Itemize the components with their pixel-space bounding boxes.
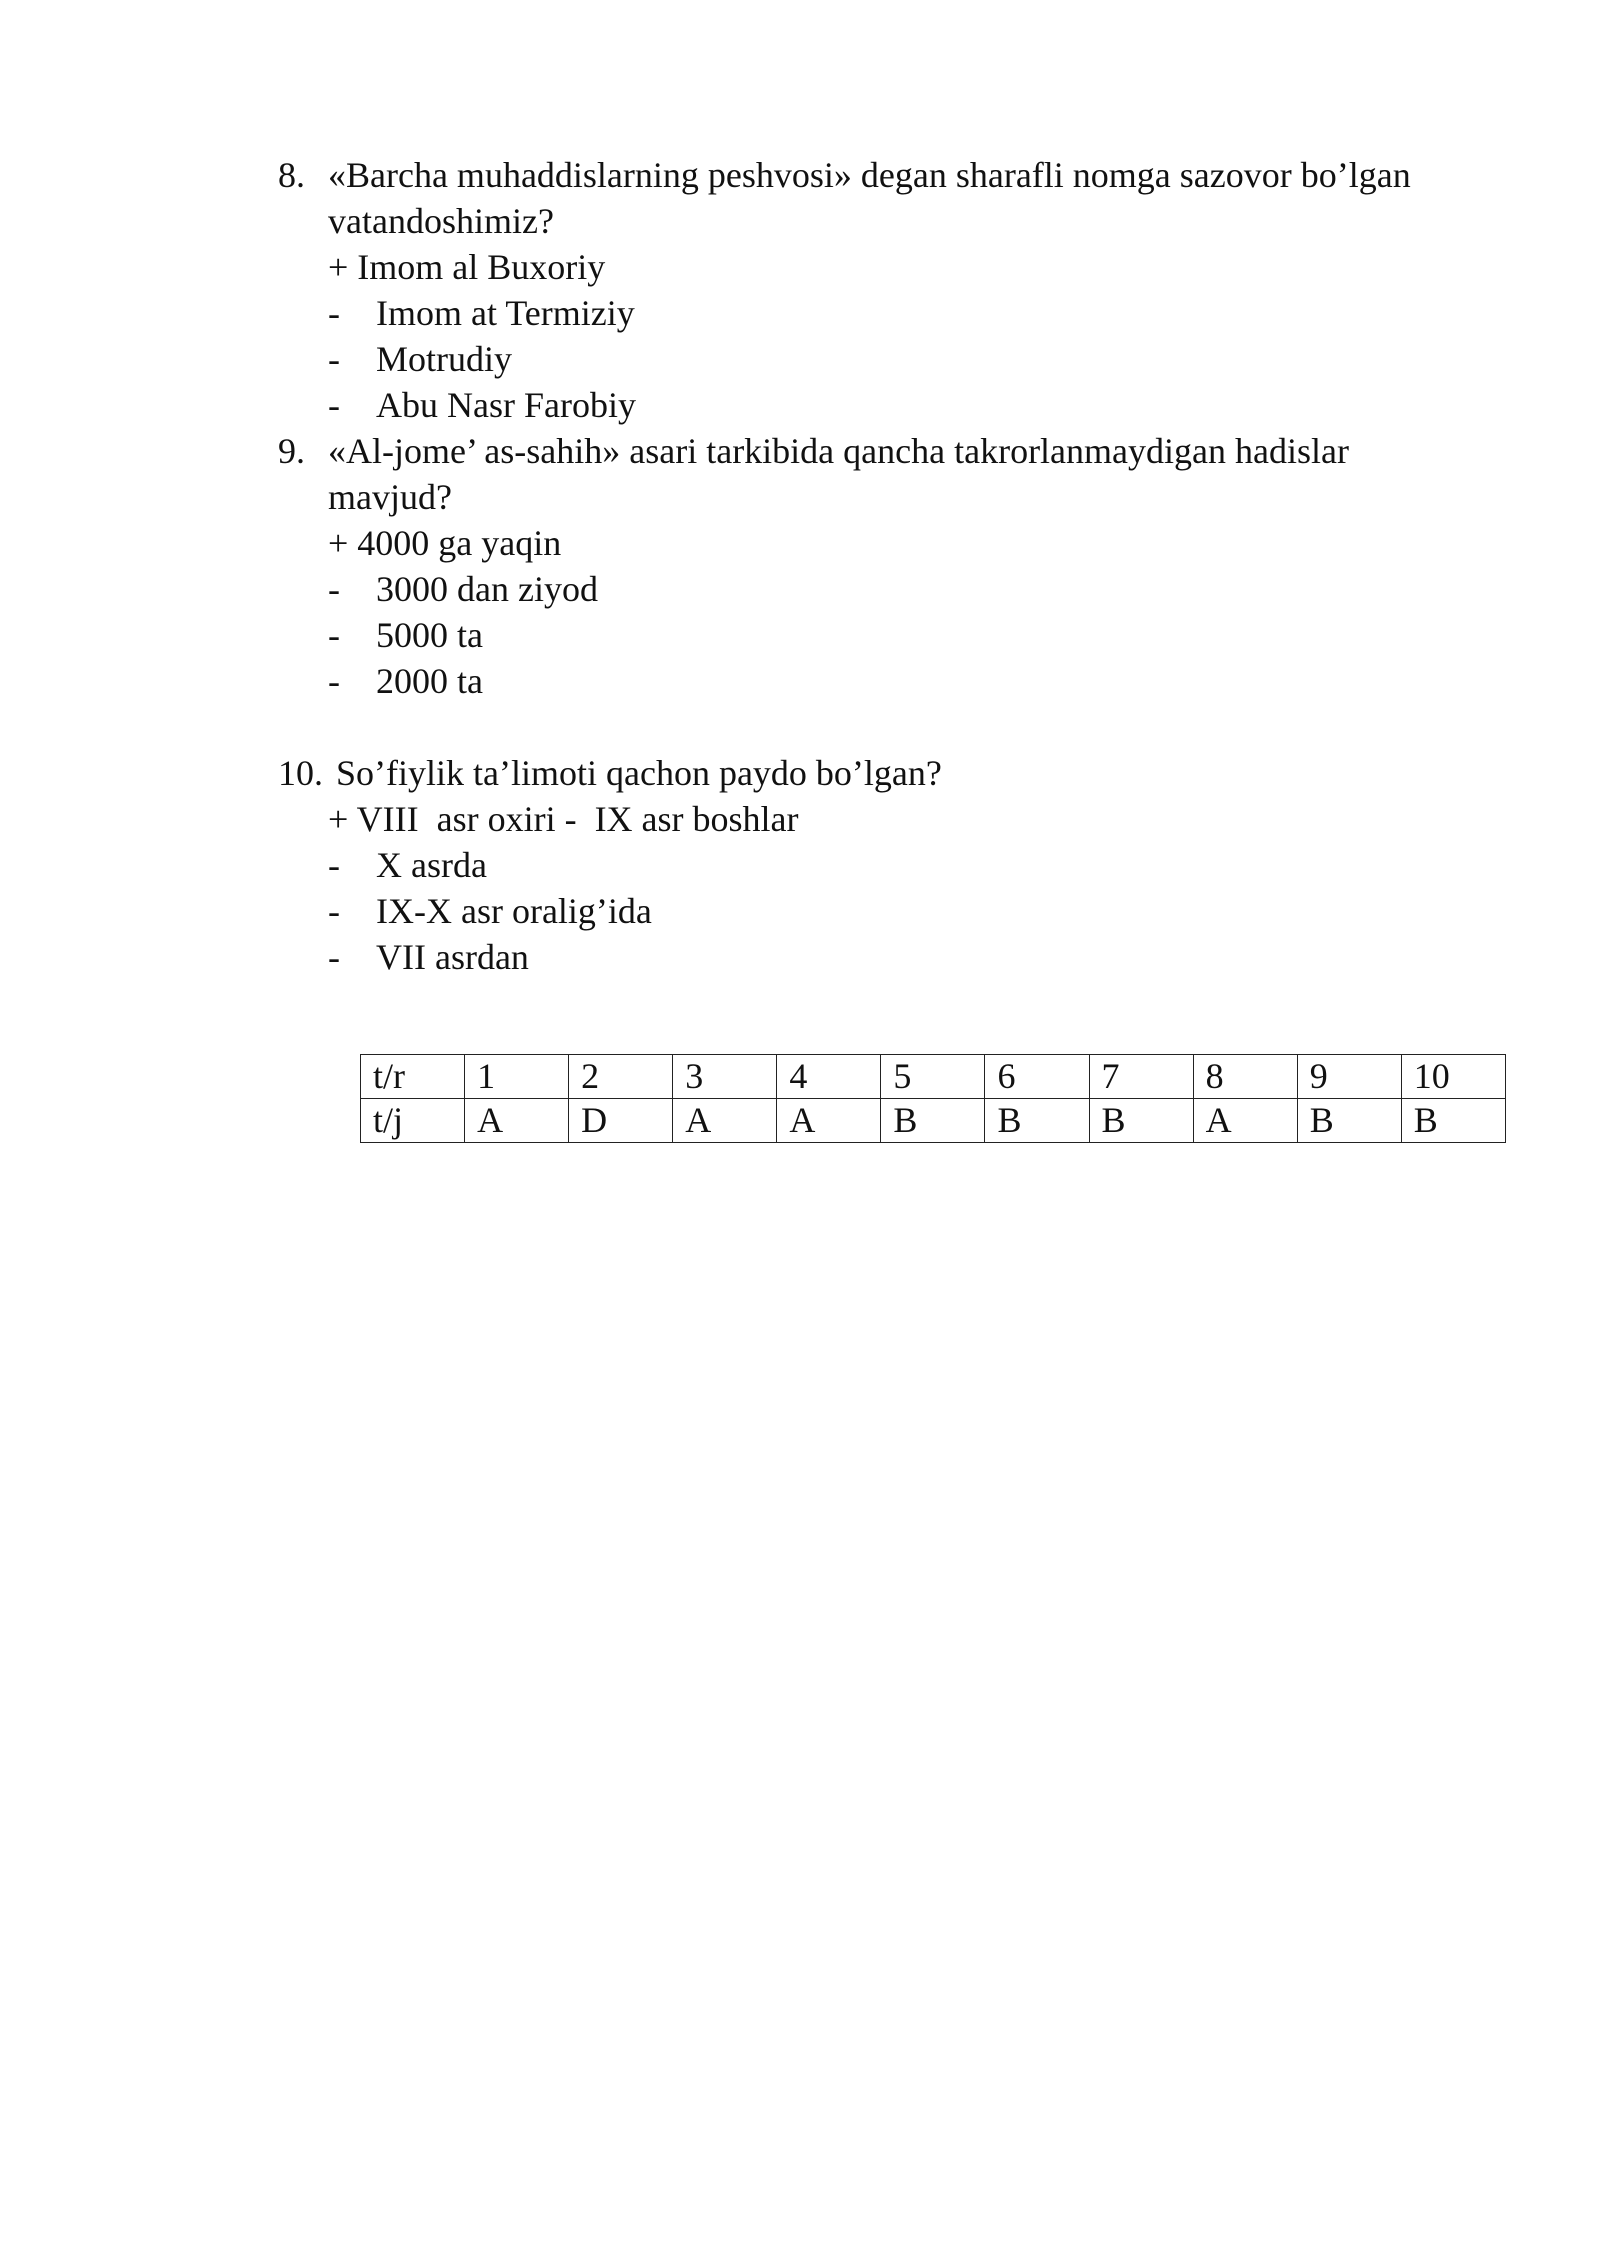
answer-key-cell: 8 (1193, 1055, 1297, 1099)
question-8-text-line2: vatandoshimiz? (328, 201, 554, 241)
answer-key-cell: t/j (361, 1099, 465, 1143)
answer-key-cell: A (465, 1099, 569, 1143)
answer-key-cell: 6 (985, 1055, 1089, 1099)
question-8-option: Motrudiy (376, 339, 513, 379)
answer-key-cell: t/r (361, 1055, 465, 1099)
question-9-dash: - (328, 661, 340, 701)
question-10-option: IX-X asr oralig’ida (376, 891, 652, 931)
answer-key-row-numbers (361, 1055, 1506, 1099)
question-10-correct-answer: + VIII asr oxiri - IX asr boshlar (328, 799, 799, 839)
question-10-number: 10. (278, 753, 323, 793)
question-8-dash: - (328, 385, 340, 425)
question-10-text: So’fiylik ta’limoti qachon paydo bo’lgan? (336, 753, 942, 793)
question-10-dash: - (328, 845, 340, 885)
answer-key-row-answers (361, 1099, 1506, 1143)
question-8-number: 8. (278, 155, 305, 195)
answer-key-cell: 9 (1297, 1055, 1401, 1099)
question-10-dash: - (328, 891, 340, 931)
question-8-dash: - (328, 293, 340, 333)
question-8-dash: - (328, 339, 340, 379)
answer-key-cell: 1 (465, 1055, 569, 1099)
question-9-number: 9. (278, 431, 305, 471)
question-10-dash: - (328, 937, 340, 977)
answer-key-cell: B (881, 1099, 985, 1143)
answer-key-cell: 10 (1401, 1055, 1505, 1099)
answer-key-cell: 2 (569, 1055, 673, 1099)
answer-key-cell: 5 (881, 1055, 985, 1099)
question-9-correct-answer: + 4000 ga yaqin (328, 523, 562, 563)
answer-key-cell: B (1089, 1099, 1193, 1143)
question-8-option: Imom at Termiziy (376, 293, 635, 333)
answer-key-cell: A (1193, 1099, 1297, 1143)
question-9-option: 3000 dan ziyod (376, 569, 598, 609)
question-9-text-line2: mavjud? (328, 477, 452, 517)
question-10-option: X asrda (376, 845, 487, 885)
question-9-dash: - (328, 615, 340, 655)
answer-key-cell: 3 (673, 1055, 777, 1099)
answer-key-cell: B (1297, 1099, 1401, 1143)
answer-key-cell: B (985, 1099, 1089, 1143)
answer-key-cell: 7 (1089, 1055, 1193, 1099)
question-8-text-line1: «Barcha muhaddislarning peshvosi» degan sharafli nomga sazovor bo’lgan (328, 155, 1411, 195)
question-9-text-line1: «Al-jome’ as-sahih» asari tarkibida qancha takrorlanmaydigan hadislar (328, 431, 1349, 471)
answer-key-cell: A (673, 1099, 777, 1143)
question-10-option: VII asrdan (376, 937, 529, 977)
question-8-correct-answer: + Imom al Buxoriy (328, 247, 606, 287)
answer-key-cell: D (569, 1099, 673, 1143)
answer-key-cell: A (777, 1099, 881, 1143)
question-8-option: Abu Nasr Farobiy (376, 385, 636, 425)
question-9-option: 5000 ta (376, 615, 483, 655)
question-9-dash: - (328, 569, 340, 609)
answer-key-table (360, 1054, 1506, 1143)
question-9-option: 2000 ta (376, 661, 483, 701)
answer-key-cell: B (1401, 1099, 1505, 1143)
answer-key-cell: 4 (777, 1055, 881, 1099)
